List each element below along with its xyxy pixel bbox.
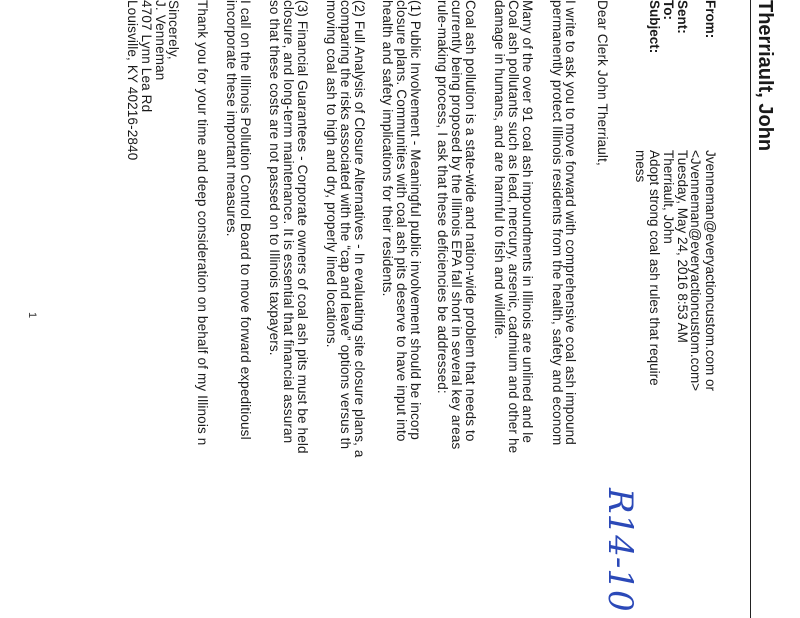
body-line: Coal ash pollutants such as lead, mercury, arsenic, cadmium and other he xyxy=(506,0,521,454)
body-line: Thank you for your time and deep consideration on behalf of my Illinois n xyxy=(195,0,210,446)
signature-closing: Sincerely, xyxy=(166,0,181,60)
header-subject-cont: mess xyxy=(633,150,648,183)
body-line: I call on the Illinois Pollution Control Board to move forward expeditiousl xyxy=(238,0,253,440)
signature-street: 4707 Lynn Lea Rd xyxy=(139,0,154,113)
document-title: Therriault, John xyxy=(754,0,776,152)
body-line: so that these costs are not passed on to Illinois taxpayers. xyxy=(267,0,282,356)
body-line: comparing the risks associated with the “cap and leave” options versus th xyxy=(338,0,353,450)
body-line: permanently protect Illinois residents from the health, safety and econom xyxy=(550,0,565,446)
body-line: closure plans. Communities with coal ash pits deserve to have input into xyxy=(394,0,409,442)
header-subject-value: Adopt strong coal ash rules that require xyxy=(647,150,662,386)
body-line: incorporate these important measures. xyxy=(224,0,239,237)
body-line: I write to ask you to move forward with comprehensive coal ash impound xyxy=(563,0,578,445)
title-divider xyxy=(750,0,751,618)
body-line: (3) Financial Guarantees - Corporate owners of coal ash pits must be held xyxy=(295,0,310,454)
header-from-value: Jvenneman@everyactioncustom.com or xyxy=(703,150,718,392)
body-line: closure, and long-term maintenance. It is essential that financial assuran xyxy=(281,0,296,444)
body-line: (1) Public Involvement - Meaningful public involvement should be incorp xyxy=(408,0,423,440)
header-sent-value: Tuesday, May 24, 2016 8:53 AM xyxy=(675,150,690,343)
body-line: health and safety implications for their residents. xyxy=(380,0,395,297)
page-number: 1 xyxy=(26,312,38,319)
signature-name: J. Venneman xyxy=(153,0,168,81)
docket-stamp: R14-10 xyxy=(600,488,640,612)
body-line: currently being proposed by the Illinois EPA fall short in several key areas xyxy=(449,0,464,450)
header-from-email: <Jvenneman@everyactioncustom.com> xyxy=(688,150,703,392)
body-line: Many of the over 91 coal ash impoundments in Illinois are unlined and le xyxy=(520,0,535,444)
header-subject-label: Subject: xyxy=(647,0,662,54)
body-line: (2) Full Analysis of Closure Alternatives - In evaluating site closure plans, a xyxy=(352,0,367,458)
body-line: damage in humans, and are harmful to fish and wildlife. xyxy=(492,0,507,340)
body-line: moving coal ash to high and dry, properly lined locations. xyxy=(324,0,339,348)
signature-city: Louisville, KY 40216-2840 xyxy=(125,0,140,161)
header-to-label: To: xyxy=(661,0,676,20)
header-sent-label: Sent: xyxy=(675,0,690,34)
body-line: rule-making process, I ask that these deficiencies be addressed: xyxy=(435,0,450,394)
header-from-label: From: xyxy=(703,0,718,39)
salutation: Dear Clerk John Therriault, xyxy=(595,0,610,166)
body-line: Coal ash pollution is a state-wide and nation-wide problem that needs to xyxy=(463,0,478,442)
header-to-value: Therriault, John xyxy=(661,150,676,244)
